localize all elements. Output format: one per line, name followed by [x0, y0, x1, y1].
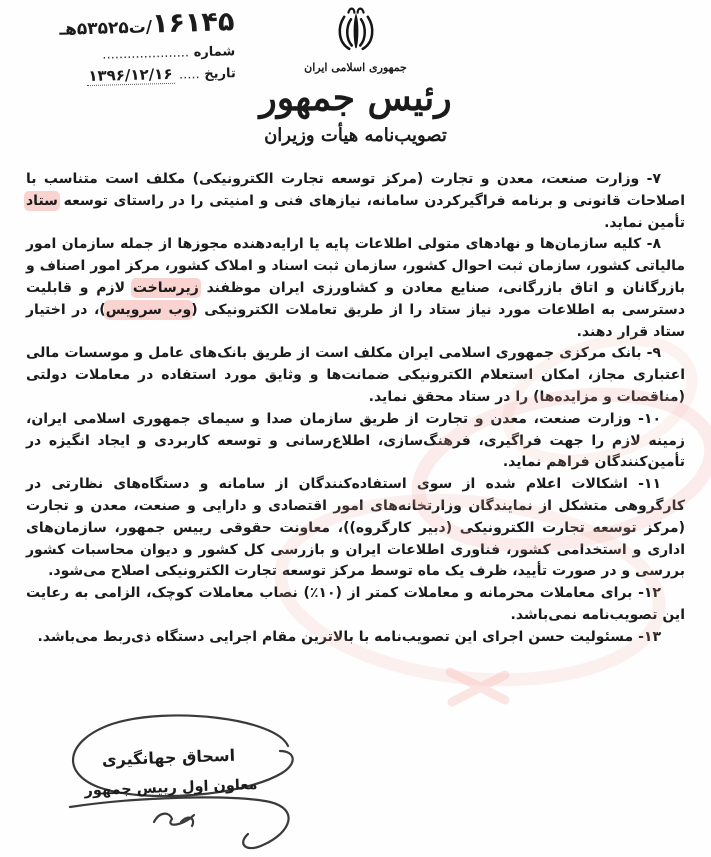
- office-title: رئیس جمهور: [259, 77, 452, 119]
- text-segment: ۱۰- وزارت صنعت، معدن و تجارت از طریق سازمان صدا و سیمای جمهوری اسلامی ایران، زمینه لازم را جهت فراگیری، فرهنگ‌سازی، اطلاع‌رسانی و توسعه کاربردی و ایجاد انگیزه در تأمین‌کنندگان فراهم نماید.: [26, 410, 685, 471]
- decree-item-10: [26, 409, 685, 474]
- text-segment: ۱۱- اشکالات اعلام شده از سوی استفاده‌کنندگان از سامانه و دستگاه‌های نظارتی در کارگروهی متشکل از نمایندگان وزارتخانه‌های امور اقتصادی و دارایی و صنعت، معدن و تجارت (مرکز توسعه تجارت الکترونیکی (دبیر کارگروه))، معاونت حقوقی رییس جمهور، سازمان‌های اداری و استخدامی کشور، فناوری اطلاعات ایران و بازرسی کل کشور و دیوان محاسبات کشور بررسی و در صورت تأیید، ظرف یک ماه توسط مرکز توسعه تجارت الکترونیکی اصلاح می‌شود.: [26, 476, 685, 580]
- letter-number-suffix: /ت۵۳۵۲۵هـ: [59, 17, 153, 40]
- text-segment: )، در اختیار ستاد قرار دهند.: [26, 301, 685, 340]
- text-segment: ۹- بانک مرکزی جمهوری اسلامی ایران مکلف است از طریق بانک‌های عامل و موسسات مالی اعتباری مجاز، امکان استعلام الکترونیکی ضمانت‌ها و وثایق مورد استفاده در معاملات دولتی (مناقصات و مزایده‌ها) را در ستاد محقق نماید.: [26, 345, 685, 405]
- highlight-mark: ستاد: [26, 192, 58, 209]
- signer-name: اسحاق جهانگیری: [101, 745, 236, 770]
- letterhead: [0, 4, 711, 146]
- document-type-title: تصویب‌نامه هیأت وزیران: [264, 125, 447, 146]
- text-segment: ۱۲- برای معاملات محرمانه و معاملات کمتر از (۱۰٪) نصاب معاملات کوچک، الزامی به رعایت این تصویب‌نامه نمی‌باشد.: [26, 585, 685, 623]
- decree-item-7: [26, 169, 685, 234]
- country-name: جمهوری اسلامی ایران: [304, 61, 407, 74]
- highlight-mark: زیرساخت: [132, 279, 199, 296]
- signer-title: معاون اول رییس جمهور: [84, 776, 258, 800]
- date-value: ۱۳۹۶/۱۲/۱۶: [86, 65, 175, 86]
- decree-paragraphs: [26, 169, 685, 649]
- decree-item-8: [26, 234, 685, 343]
- decree-item-9: [26, 343, 685, 408]
- text-segment: ۱۳- مسئولیت حسن اجرای این تصویب‌نامه با بالاترین مقام اجرایی دستگاه ذی‌ربط می‌باشد.: [37, 628, 661, 645]
- highlight-mark: وب سرویس: [105, 301, 192, 318]
- date-dotted-line: .....: [178, 67, 200, 83]
- signature-block: [36, 710, 336, 857]
- number-label: شماره: [193, 44, 236, 61]
- text-segment: ۸- کلیه سازمان‌ها و نهادهای متولی اطلاعات پایه یا ارایه‌دهنده مجوزها از جمله سازمان امور مالیاتی کشور، سازمان ثبت احوال کشور، سازمان ثبت اسناد و املاک کشور، مرکز امور اصناف و بازرگانان و اتاق بازرگانی، صنایع معادن و کشاورزی ایران موظفند: [26, 236, 685, 296]
- text-segment: لازم و قابلیت دسترسی به اطلاعات مورد نیاز ستاد را از طریق تعاملات الکترونیکی (: [26, 279, 686, 318]
- decree-item-12: [26, 583, 685, 627]
- iran-emblem-icon: [329, 4, 383, 60]
- number-dotted-line: .....................: [102, 45, 190, 63]
- date-label: تاریخ: [204, 66, 236, 82]
- text-segment: تأمین نماید.: [604, 214, 685, 231]
- decree-item-13: [26, 627, 685, 649]
- text-segment: ۷- وزارت صنعت، معدن و تجارت (مرکز توسعه تجارت الکترونیکی) مکلف است متناسب با اصلاحات قانونی و برنامه فراگیرکردن سامانه، نیازهای فنی و امنیتی را در راستای توسعه: [26, 171, 685, 209]
- decree-item-11: [26, 474, 685, 583]
- letter-number-main: ۱۶۱۴۵: [151, 6, 235, 40]
